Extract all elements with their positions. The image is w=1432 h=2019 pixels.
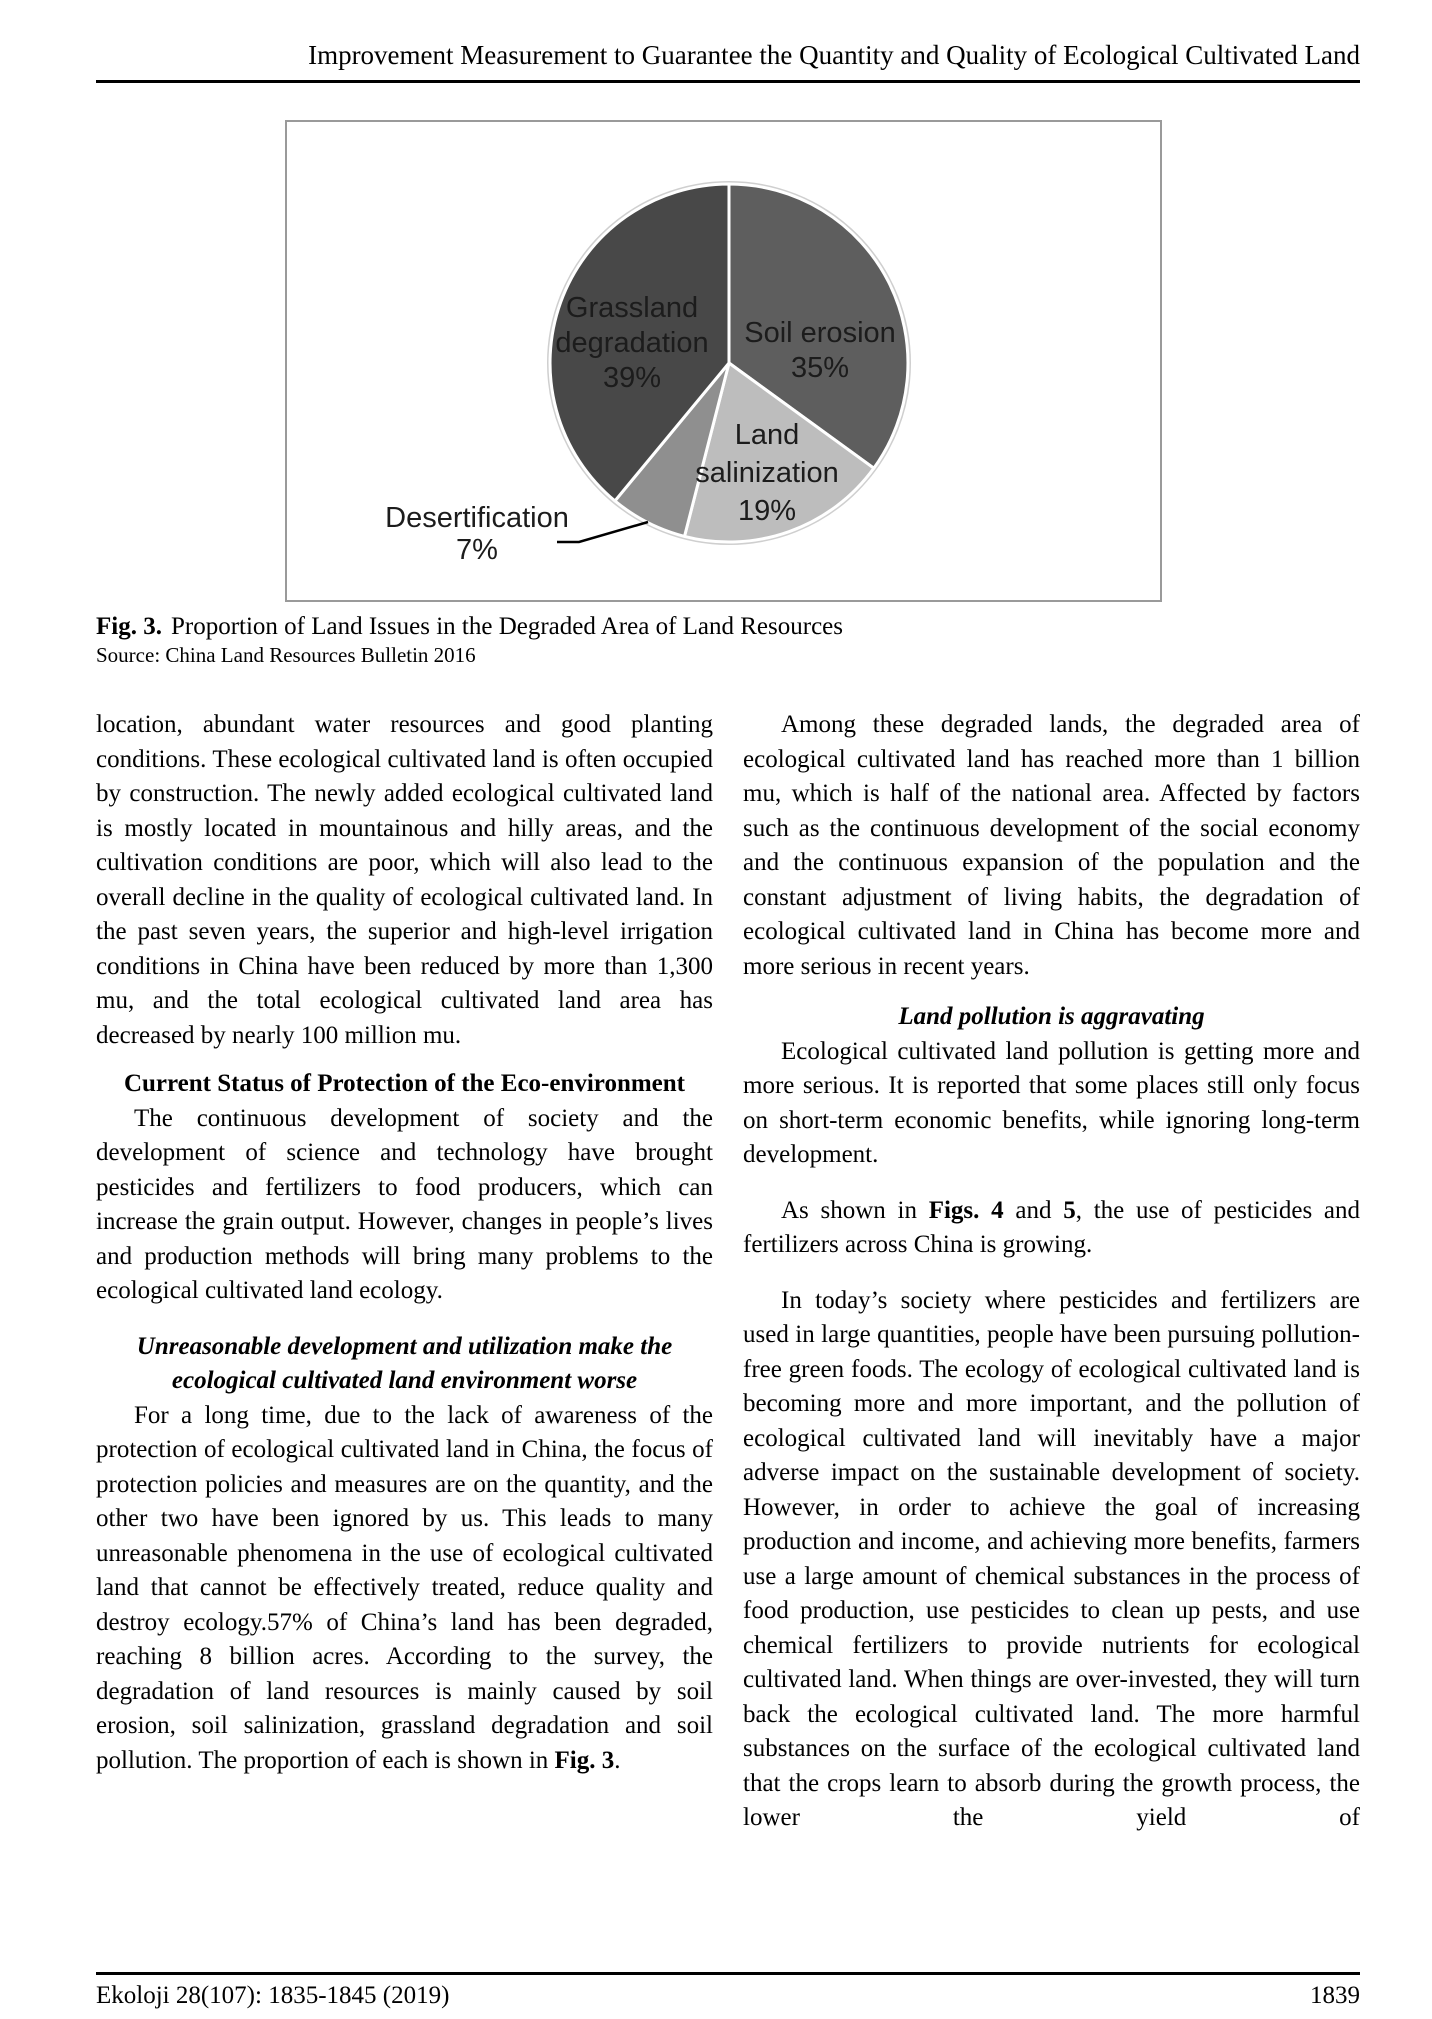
subsection-heading-land-pollution: Land pollution is aggravating bbox=[898, 1003, 1205, 1030]
paragraph-text: , the use of pesticides and fertilizers across China is growing. bbox=[743, 1196, 1360, 1258]
paragraph: location, abundant water resources and good planting conditions. These ecological cultivated land is often occupied by construction. The newly added ecological cultivated land is mostly located in mountainous and hilly areas, and the cultivation conditions are poor, which will also lead to the overall decline in the quality of ecological cultivated land. In the past seven years, the superior and high-level irrigation conditions in China have been reduced by more than 1,300 mu, and the total ecological cultivated land area has decreased by nearly 100 million mu. bbox=[96, 711, 713, 1049]
running-head bbox=[96, 38, 1360, 83]
section-heading-current-status: Current Status of Protection of the Eco-environment bbox=[123, 1070, 686, 1097]
paragraph bbox=[743, 1194, 1360, 1263]
paragraph bbox=[96, 1399, 713, 1779]
figure-3-box bbox=[285, 120, 1162, 602]
figure-source: Source: China Land Resources Bulletin 2016 bbox=[96, 643, 476, 667]
label-salinization-pct: 19% bbox=[737, 495, 797, 527]
label-grassland-pct: 39% bbox=[602, 362, 662, 394]
figs4-reference: Figs. 4 bbox=[928, 1196, 1004, 1224]
paragraph-text: As shown in bbox=[781, 1196, 929, 1224]
page-footer bbox=[96, 1972, 1360, 2011]
label-salinization-line1: Land bbox=[734, 419, 800, 451]
label-grassland-line1: Grassland bbox=[565, 292, 699, 324]
figure-caption-text: Proportion of Land Issues in the Degraded Area of Land Resources bbox=[170, 613, 844, 640]
page-title: Improvement Measurement to Guarantee the Quantity and Quality of Ecological Cultivated Land bbox=[308, 40, 1360, 70]
paragraph: In today’s society where pesticides and fertilizers are used in large quantities, people have been pursuing pollution-free green foods. The ecology of ecological cultivated land is becoming more and more important, and the pollution of ecological cultivated land will inevitably have a major adverse impact on the sustainable development of society. However, in order to achieve the goal of increasing production and income, and achieving more benefits, farmers use a large amount of chemical substances in the process of food production, use pesticides to clean up pests, and use chemical fertilizers to provide nutrients for ecological cultivated land. When things are over-invested, they will turn back the ecological cultivated land. The more harmful substances on the surface of the ecological cultivated land that the crops learn to absorb during the growth process, the lower the yield of bbox=[743, 1286, 1360, 1831]
label-grassland-line2: degradation bbox=[555, 327, 709, 359]
subsection-heading-unreasonable-development: Unreasonable development and utilization make the ecological cultivated land environment worse bbox=[136, 1332, 673, 1394]
paragraph-text: . bbox=[614, 1746, 621, 1774]
label-desertification-pct: 7% bbox=[456, 534, 498, 566]
figure-caption-label: Fig. 3. bbox=[96, 613, 162, 640]
left-column bbox=[96, 708, 713, 1836]
paragraph: Ecological cultivated land pollution is getting more and more serious. It is reported that some places still only focus on short-term economic benefits, while ignoring long-term development. bbox=[743, 1037, 1360, 1168]
paragraph-text: For a long time, due to the lack of awareness of the protection of ecological cultivated land in China, the focus of protection policies and measures are on the quantity, and the other two have been ignored by us. This leads to many unreasonable phenomena in the use of ecological cultivated land that cannot be effectively treated, reduce quality and destroy ecology.57% of China’s land has been degraded, reaching 8 billion acres. According to the survey, the degradation of land resources is mainly caused by soil erosion, soil salinization, grassland degradation and soil pollution. The proportion of each is shown in bbox=[96, 1401, 713, 1774]
fig3-reference: Fig. 3 bbox=[554, 1746, 615, 1774]
body-columns bbox=[96, 708, 1360, 1836]
page-number: 1839 bbox=[1310, 1982, 1360, 2009]
paragraph: The continuous development of society and the development of science and technology have brought pesticides and fertilizers to food producers, which can increase the grain output. However, changes in people’s lives and production methods will bring many problems to the ecological cultivated land ecology. bbox=[96, 1104, 713, 1304]
right-column bbox=[743, 708, 1360, 1836]
fig5-reference: 5 bbox=[1063, 1196, 1076, 1224]
paragraph-text: and bbox=[1003, 1196, 1064, 1224]
label-soil-erosion-pct: 35% bbox=[790, 352, 850, 384]
label-salinization-line2: salinization bbox=[695, 457, 839, 489]
journal-reference: Ekoloji 28(107): 1835-1845 (2019) bbox=[96, 1982, 450, 2009]
label-desertification-line1: Desertification bbox=[385, 502, 569, 534]
pie-chart bbox=[287, 122, 1164, 604]
desertification-leader-line bbox=[557, 522, 648, 542]
paragraph: Among these degraded lands, the degraded area of ecological cultivated land has reached more than 1 billion mu, which is half of the national area. Affected by factors such as the continuous development of the social economy and the continuous expansion of the population and the constant adjustment of living habits, the degradation of ecological cultivated land in China has become more and more serious in recent years. bbox=[743, 711, 1360, 980]
label-soil-erosion-line1: Soil erosion bbox=[744, 317, 896, 349]
figure-caption bbox=[96, 612, 1360, 668]
